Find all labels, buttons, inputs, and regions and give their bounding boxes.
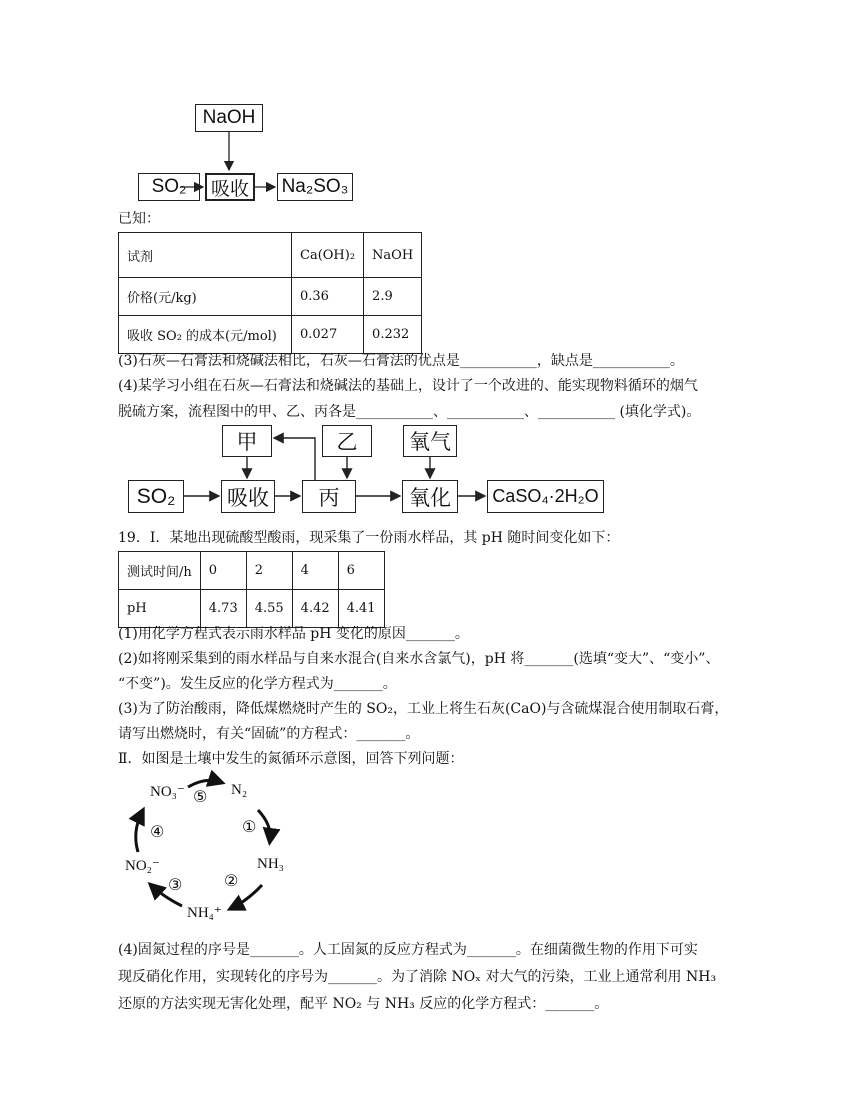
step-3-marker: ③ [168,875,183,894]
table-cell: 测试时间/h [119,552,201,590]
question-3: (3)石灰—石膏法和烧碱法相比，石灰—石膏法的优点是___________，缺点是___________。 [118,353,684,369]
question-4-line1: (4)某学习小组在石灰—石膏法和烧碱法的基础上，设计了一个改进的、能实现物料循环的烟气 [118,378,698,394]
known-label: 已知： [118,211,160,227]
na2so3-box: Na₂SO₃ [277,173,353,201]
part1-question-1: (1)用化学方程式表示雨水样品 pH 变化的原因_______。 [118,626,469,642]
table-cell: 2.9 [364,278,422,316]
question-19-intro: 19．Ⅰ．某地出现硫酸型酸雨，现采集了一份雨水样品，其 pH 随时间变化如下： [118,530,620,546]
table-cell: 4.55 [246,590,292,628]
gypsum-box: CaSO₄·2H₂O [487,480,604,513]
table-cell: 4.42 [292,590,338,628]
table-cell: NaOH [364,233,422,278]
table-cell: 0 [200,552,246,590]
table-cell: pH [119,590,201,628]
question-4-text-line2: 现反硝化作用，实现转化的序号为_______。为了消除 NOₓ 对大气的污染，工业上通常利用 NH₃ [118,969,717,985]
table-cell: 吸收 SO₂ 的成本(元/mol) [119,316,292,354]
bing-box: 丙 [302,480,356,513]
table-cell: 2 [246,552,292,590]
absorb-box-2: 吸收 [221,480,275,513]
table-cell: 6 [338,552,384,590]
part1-question-3-line2: 请写出燃烧时，有关“固硫”的方程式：_______。 [118,726,420,742]
part1-question-2-line1: (2)如将刚采集到的雨水样品与自来水混合(自来水含氯气)，pH 将_______(选填“变大”、“变小”、 [118,651,720,667]
step-1-marker: ① [242,817,257,836]
no2-label: NO₂⁻ [125,858,160,874]
no3-label: NO₃⁻ [150,784,185,800]
question-4-text-line1: (4)固氮过程的序号是_______。人工固氮的反应方程式为_______。在细菌微生物的作用下可实 [118,942,698,958]
part1-question-2-line2: “不变”)。发生反应的化学方程式为_______。 [118,676,397,692]
table-cell: 4.41 [338,590,384,628]
table-cell: 0.232 [364,316,422,354]
step-2-marker: ② [224,871,239,890]
table-cell: 4.73 [200,590,246,628]
nh3-label: NH₃ [257,856,284,872]
so2-box-2: SO₂ [128,480,184,513]
nh4-label: NH₄⁺ [187,905,222,921]
table-cell: 4 [292,552,338,590]
oxidize-box: 氧化 [402,480,458,513]
step-5-marker: ⑤ [193,787,208,806]
n2-label: N₂ [231,782,248,798]
oxygen-box: 氧气 [403,425,457,457]
question-4-text-line3: 还原的方法实现无害化处理，配平 NO₂ 与 NH₃ 反应的化学方程式：_______。 [118,996,609,1012]
part1-question-3-line1: (3)为了防治酸雨，降低煤燃烧时产生的 SO₂，工业上将生石灰(CaO)与含硫煤混合使用制取石膏， [118,701,729,717]
jia-box: 甲 [222,425,272,457]
yi-box: 乙 [322,425,372,457]
table-cell: 0.027 [292,316,364,354]
table-cell: 价格(元/kg) [119,278,292,316]
table-cell: Ca(OH)₂ [292,233,364,278]
question-4-line2: 脱硫方案，流程图中的甲、乙、丙各是___________、___________、___________ (填化学式)。 [118,404,701,420]
absorb-box: 吸收 [205,173,255,201]
table-cell: 0.36 [292,278,364,316]
so2-box: SO₂ [138,173,200,201]
step-4-marker: ④ [150,822,165,841]
table-cell: 试剂 [119,233,292,278]
part2-intro: Ⅱ．如图是土壤中发生的氮循环示意图，回答下列问题： [118,751,464,767]
naoh-box: NaOH [195,104,263,132]
